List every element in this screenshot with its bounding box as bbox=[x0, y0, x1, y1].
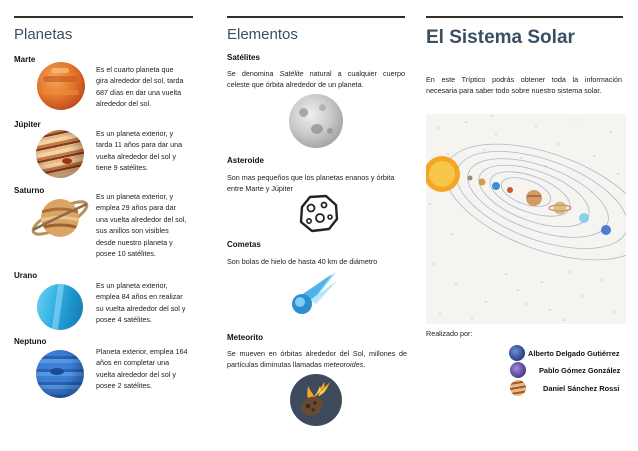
element-name-meteorito: Meteorito bbox=[227, 333, 263, 342]
col1-title: Planetas bbox=[14, 26, 73, 43]
planet-name-saturno: Saturno bbox=[14, 186, 45, 195]
planet-name-marte: Marte bbox=[14, 55, 36, 64]
cover-intro: En este Tríptico podrás obtener toda la información necesaria para saber todo sobre nuestro sistema solar. bbox=[426, 75, 622, 96]
solar-system-image bbox=[426, 114, 626, 324]
uranus-image bbox=[37, 284, 83, 330]
col2-top-rule bbox=[227, 16, 405, 18]
meteorite-icon bbox=[290, 374, 342, 426]
planet-desc-saturno: Es un planeta exterior, y emplea 29 años para dar una vuelta alrededor del sol, sus anillos son visibles desde nuestro planeta y posee 10 satélites. bbox=[96, 192, 187, 259]
planet-name-urano: Urano bbox=[14, 271, 38, 280]
planet-desc-urano: Es un planeta exterior, emplea 84 años en realizar su vuelta alrededor del sol y posee 4 satélites. bbox=[96, 281, 186, 325]
planet-name-neptuno: Neptuno bbox=[14, 337, 47, 346]
comet-image bbox=[286, 270, 338, 316]
neptune-image bbox=[36, 350, 84, 398]
jupiter-image bbox=[36, 130, 84, 178]
author-3: Daniel Sánchez Rossi bbox=[543, 384, 620, 393]
col2-title: Elementos bbox=[227, 26, 298, 43]
author-2-avatar bbox=[510, 362, 526, 378]
planet-desc-neptuno: Planeta exterior, emplea 164 años en completar una vuelta alrededor del sol y posee 2 satélites. bbox=[96, 347, 188, 391]
author-1: Alberto Delgado Gutiérrez bbox=[528, 349, 620, 358]
element-name-cometas: Cometas bbox=[227, 240, 261, 249]
saturn-image bbox=[28, 190, 92, 246]
mars-image bbox=[37, 62, 85, 110]
credits-label: Realizado por: bbox=[426, 329, 473, 338]
element-desc-satelites: Se denomina Satélite natural a cualquier cuerpo celeste que órbita alrededor de un planeta. bbox=[227, 69, 406, 90]
element-name-asteroide: Asteroide bbox=[227, 156, 264, 165]
moon-image bbox=[289, 94, 343, 148]
planet-desc-jupiter: Es un planeta exterior, y tarda 11 años para dar una vuelta alrededor del sol y tiene 9 satélites. bbox=[96, 129, 183, 173]
element-name-satelites: Satélites bbox=[227, 53, 260, 62]
cover-title: El Sistema Solar bbox=[426, 27, 575, 48]
planet-name-jupiter: Júpiter bbox=[14, 120, 41, 129]
col3-top-rule bbox=[426, 16, 623, 18]
asteroid-icon bbox=[296, 193, 340, 233]
planet-desc-marte: Es el cuarto planeta que gira alrededor del sol, tarda 687 días en dar una vuelta alrededor del sol. bbox=[96, 65, 184, 109]
element-desc-cometas: Son bolas de hielo de hasta 40 km de diámetro bbox=[227, 257, 378, 266]
element-desc-meteorito: Se mueven en órbitas alrededor del Sol, millones de partículas diminutas llamadas meteoroides. bbox=[227, 349, 407, 370]
author-2: Pablo Gómez González bbox=[539, 366, 621, 375]
author-1-avatar bbox=[509, 345, 525, 361]
col1-top-rule bbox=[14, 16, 193, 18]
author-3-avatar bbox=[510, 380, 526, 396]
element-desc-asteroide: Son mas pequeños que los planetas enanos y órbita entre Marte y Júpiter bbox=[227, 173, 395, 194]
